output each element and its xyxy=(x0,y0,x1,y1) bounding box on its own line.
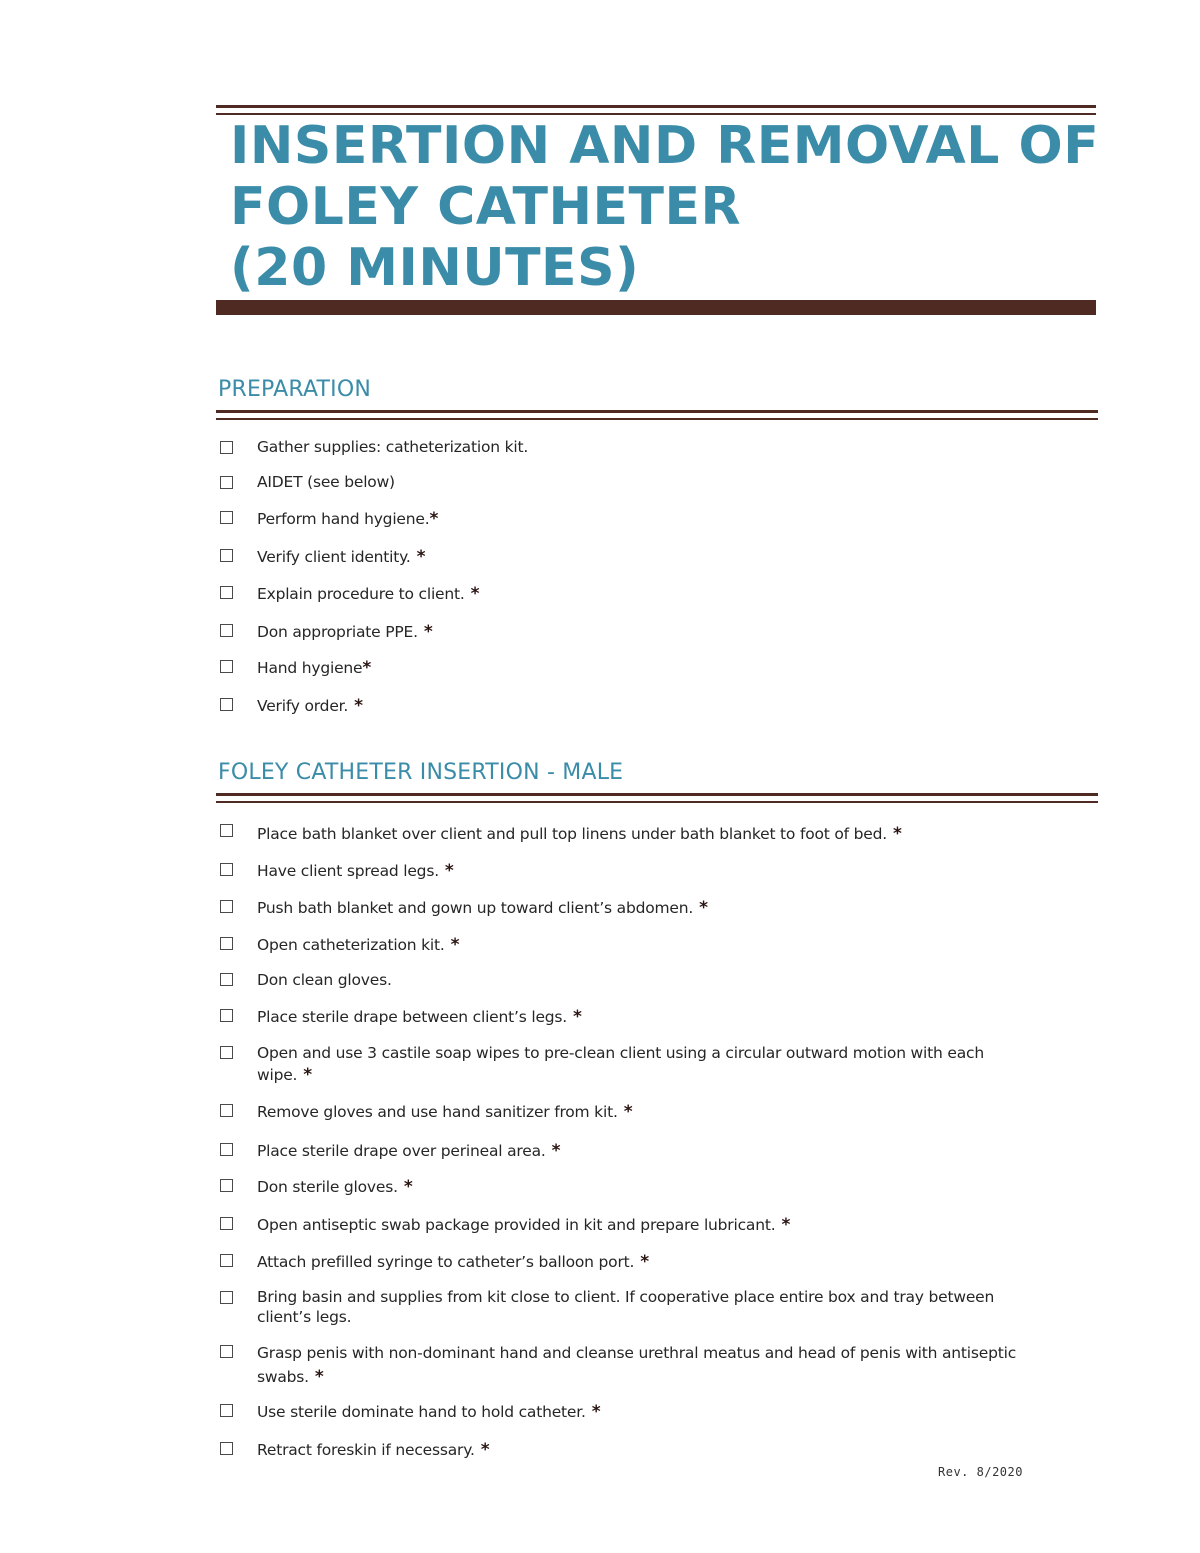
checkbox[interactable] xyxy=(220,900,233,913)
title-top-rule-thin xyxy=(216,113,1096,115)
section-rule-thin xyxy=(216,801,1098,803)
title-bottom-bar xyxy=(216,300,1096,315)
checkbox[interactable] xyxy=(220,476,233,489)
checklist-item-text: Hand hygiene* xyxy=(257,658,372,678)
checklist-item-text: Have client spread legs. * xyxy=(257,861,454,881)
page-title-line-2: FOLEY CATHETER xyxy=(230,177,742,237)
checklist-item-text: Open antiseptic swab package provided in kit and prepare lubricant. * xyxy=(257,1215,791,1235)
critical-step-asterisk: * xyxy=(403,1177,413,1197)
checkbox[interactable] xyxy=(220,937,233,950)
critical-step-asterisk: * xyxy=(416,547,426,567)
checklist-item-text: Remove gloves and use hand sanitizer from kit. * xyxy=(257,1102,633,1122)
checkbox[interactable] xyxy=(220,698,233,711)
checklist-item-text: Explain procedure to client. * xyxy=(257,584,480,604)
checklist-item-text: Place sterile drape over perineal area. * xyxy=(257,1141,561,1161)
checklist-item-text: Grasp penis with non-dominant hand and cleanse urethral meatus and head of penis with antiseptic swabs. * xyxy=(257,1344,1017,1387)
critical-step-asterisk: * xyxy=(429,509,439,529)
critical-step-asterisk: * xyxy=(303,1065,312,1085)
checkbox[interactable] xyxy=(220,441,233,454)
revision-date: Rev. 8/2020 xyxy=(938,1465,1023,1479)
checkbox[interactable] xyxy=(220,863,233,876)
critical-step-asterisk: * xyxy=(470,584,480,604)
critical-step-asterisk: * xyxy=(314,1367,324,1387)
section-heading-preparation: PREPARATION xyxy=(218,377,371,402)
checklist-item-text: Push bath blanket and gown up toward client’s abdomen. * xyxy=(257,898,708,918)
checklist-item-text: Open and use 3 castile soap wipes to pre-clean client using a circular outward motion with each wipe. * xyxy=(257,1044,984,1085)
checkbox[interactable] xyxy=(220,973,233,986)
critical-step-asterisk: * xyxy=(362,658,372,678)
page-title xyxy=(230,116,1099,299)
checkbox[interactable] xyxy=(220,511,233,524)
checkbox[interactable] xyxy=(220,1404,233,1417)
checklist-item-text: Place sterile drape between client’s legs. * xyxy=(257,1007,582,1027)
checklist-item-text: Perform hand hygiene.* xyxy=(257,509,439,529)
page-title-line-3: (20 MINUTES) xyxy=(230,238,640,298)
checkbox[interactable] xyxy=(220,1254,233,1267)
critical-step-asterisk: * xyxy=(450,935,460,955)
checklist-item-text: Don appropriate PPE. * xyxy=(257,622,433,642)
checklist-item-text: Bring basin and supplies from kit close to client. If cooperative place entire box and tray between client’s legs. xyxy=(257,1288,995,1326)
critical-step-asterisk: * xyxy=(699,898,708,918)
checkbox[interactable] xyxy=(220,1143,233,1156)
critical-step-asterisk: * xyxy=(640,1252,649,1272)
checklist-item-text: Don sterile gloves. * xyxy=(257,1177,413,1197)
checkbox[interactable] xyxy=(220,1345,233,1358)
checklist-item-text: Verify client identity. * xyxy=(257,547,426,567)
checkbox[interactable] xyxy=(220,549,233,562)
checklist-item-text: Use sterile dominate hand to hold catheter. * xyxy=(257,1402,601,1422)
checkbox[interactable] xyxy=(220,1217,233,1230)
checklist-item-text: Gather supplies: catheterization kit. xyxy=(257,438,529,456)
checkbox[interactable] xyxy=(220,1009,233,1022)
checkbox[interactable] xyxy=(220,586,233,599)
checkbox[interactable] xyxy=(220,624,233,637)
checkbox[interactable] xyxy=(220,660,233,673)
critical-step-asterisk: * xyxy=(354,696,363,716)
critical-step-asterisk: * xyxy=(480,1440,490,1460)
section-rule-thick xyxy=(216,410,1098,413)
critical-step-asterisk: * xyxy=(781,1215,791,1235)
critical-step-asterisk: * xyxy=(423,622,433,642)
checkbox[interactable] xyxy=(220,1046,233,1059)
checkbox[interactable] xyxy=(220,1442,233,1455)
checklist-item-text: AIDET (see below) xyxy=(257,473,395,491)
section-rule-thin xyxy=(216,418,1098,420)
page-title-line-1: INSERTION AND REMOVAL OF xyxy=(230,116,1100,176)
checklist-item-text: Attach prefilled syringe to catheter’s balloon port. * xyxy=(257,1252,649,1272)
checkbox[interactable] xyxy=(220,1104,233,1117)
title-top-rule-thick xyxy=(216,105,1096,108)
checkbox[interactable] xyxy=(220,824,233,837)
checkbox[interactable] xyxy=(220,1179,233,1192)
checkbox[interactable] xyxy=(220,1291,233,1304)
critical-step-asterisk: * xyxy=(551,1141,561,1161)
checklist-item-text: Open catheterization kit. * xyxy=(257,935,460,955)
critical-step-asterisk: * xyxy=(573,1007,582,1027)
checklist-item-text: Don clean gloves. xyxy=(257,971,392,989)
checklist-item-text: Retract foreskin if necessary. * xyxy=(257,1440,490,1460)
critical-step-asterisk: * xyxy=(591,1402,601,1422)
checklist-item-text: Place bath blanket over client and pull top linens under bath blanket to foot of bed. * xyxy=(257,824,902,844)
checklist-item-text: Verify order. * xyxy=(257,696,363,716)
critical-step-asterisk: * xyxy=(623,1102,633,1122)
critical-step-asterisk: * xyxy=(892,824,902,844)
section-heading-insertion-male: FOLEY CATHETER INSERTION - MALE xyxy=(218,760,624,785)
critical-step-asterisk: * xyxy=(444,861,454,881)
section-rule-thick xyxy=(216,793,1098,796)
